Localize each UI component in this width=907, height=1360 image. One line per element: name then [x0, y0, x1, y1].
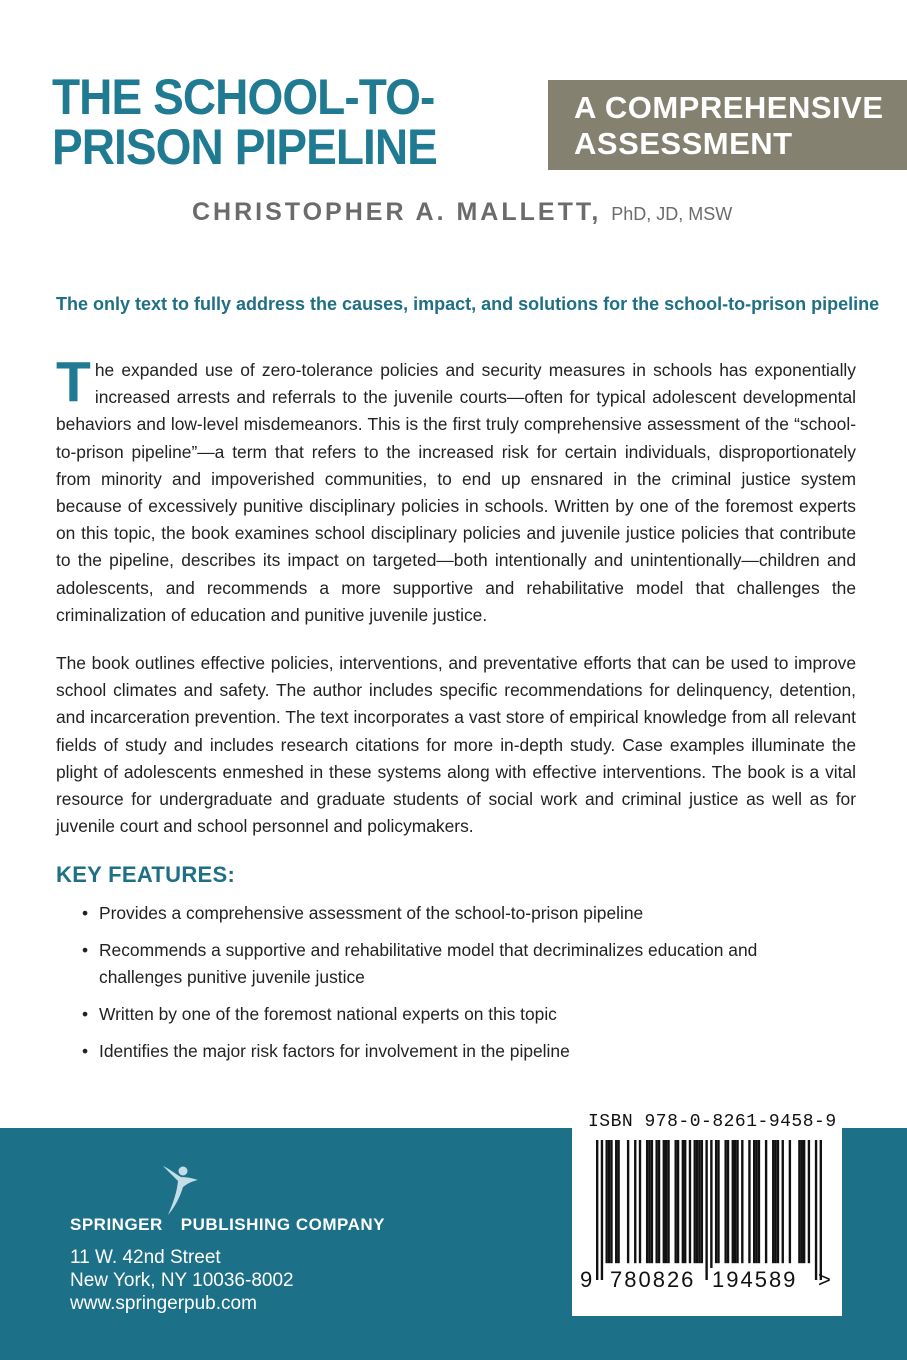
book-title-line-2: PRISON PIPELINE — [52, 119, 437, 175]
barcode-bar — [789, 1140, 791, 1263]
list-item: • Provides a comprehensive assessment of the school-to-prison pipeline — [82, 900, 842, 927]
barcode-digit-first: 9 — [580, 1267, 593, 1292]
barcode-bar — [694, 1140, 696, 1263]
barcode-bar — [748, 1140, 750, 1263]
barcode-arrow: > — [818, 1267, 831, 1292]
barcode-bar — [741, 1140, 743, 1263]
barcode-bar — [808, 1140, 810, 1263]
book-title-line-1: THE SCHOOL-TO- — [52, 69, 435, 125]
author-credentials: PhD, JD, MSW — [611, 204, 733, 224]
author-line — [192, 198, 732, 227]
key-features-list — [82, 900, 842, 1075]
barcode-bar — [667, 1140, 669, 1263]
barcode-bar — [765, 1140, 767, 1263]
barcode-digits — [572, 1258, 842, 1298]
barcode-bar — [732, 1140, 734, 1263]
barcode-bar — [753, 1140, 755, 1263]
barcode-bar — [665, 1140, 667, 1263]
barcode-bar — [801, 1140, 803, 1263]
barcode-bar — [610, 1140, 612, 1263]
barcode-bar — [677, 1140, 679, 1263]
barcode-bar — [758, 1140, 760, 1263]
publisher-name-left: SPRINGER — [70, 1215, 163, 1234]
publisher-website: www.springerpub.com — [70, 1293, 257, 1314]
barcode-bar — [727, 1140, 729, 1263]
tagline: The only text to fully address the causes, impact, and solutions for the school-to-prison pipeline — [56, 294, 880, 314]
description-paragraph-1-text: he expanded use of zero-tolerance policies and security measures in schools has exponentially increased arrests and referrals to the juvenile courts—often for typical adolescent developmental behaviors and low-level misdemeanors. This is the first truly comprehensive assessment of the “school-to-prison pipeline”—a term that refers to the increased risk for certain individuals, disproportionately from minority and impoverished communities, to end up ensnared in the criminal justice system because of excessively punitive disciplinary policies in schools. Written by one of the foremost experts on this topic, the book examines school disciplinary policies and juvenile justice policies that contribute to the pipeline, describes its impact on targeted—both intentionally and unintentionally—children and adolescents, and recommends a more supportive and rehabilitative model that challenges the criminalization of education and punitive juvenile justice. — [56, 360, 856, 625]
barcode-bar — [663, 1140, 665, 1263]
barcode-bar — [658, 1140, 660, 1263]
barcode-bar — [734, 1140, 736, 1263]
barcode-bar — [803, 1140, 805, 1263]
barcode-bar — [696, 1140, 698, 1263]
address-street: 11 W. 42nd Street — [70, 1247, 221, 1268]
subtitle-box — [548, 80, 907, 170]
barcode-bar — [682, 1140, 684, 1263]
barcode-bar — [615, 1140, 617, 1263]
barcode-bar — [689, 1140, 691, 1263]
barcode-bar — [627, 1140, 629, 1263]
barcode-bar — [774, 1140, 776, 1263]
key-features-heading: KEY FEATURES: — [56, 862, 236, 887]
barcode-bar — [772, 1140, 774, 1263]
publisher-address — [70, 1246, 294, 1315]
publisher-name — [70, 1215, 385, 1235]
barcode-bar — [608, 1140, 610, 1263]
springer-figure-icon — [160, 1165, 200, 1221]
list-item: • Identifies the major risk factors for involvement in the pipeline — [82, 1038, 842, 1065]
barcode-bar — [755, 1140, 757, 1263]
barcode-digits-left: 780826 — [610, 1267, 696, 1292]
barcode-bar — [717, 1140, 719, 1263]
list-item: • Written by one of the foremost national experts on this topic — [82, 1001, 842, 1028]
barcode-bar — [698, 1140, 700, 1263]
description-paragraph-1 — [56, 350, 856, 629]
barcode-bar — [634, 1140, 636, 1263]
author-name: CHRISTOPHER A. MALLETT, — [192, 198, 602, 226]
barcode-digits-right: 194589 — [712, 1267, 798, 1292]
barcode-bar — [684, 1140, 686, 1263]
barcode-bar — [606, 1140, 608, 1263]
list-item: • Recommends a supportive and rehabilitative model that decriminalizes education and challenges punitive juvenile justice — [82, 937, 842, 991]
barcode-bar — [646, 1140, 648, 1263]
barcode-bar — [798, 1140, 800, 1263]
book-title — [52, 69, 437, 175]
barcode-bar — [782, 1140, 784, 1263]
subtitle-line-1: A COMPREHENSIVE — [574, 90, 884, 125]
barcode-bar — [736, 1140, 738, 1263]
barcode-bar — [651, 1140, 653, 1263]
barcode-box — [572, 1108, 842, 1316]
barcode-bar — [655, 1140, 657, 1263]
barcode-bar — [715, 1140, 717, 1263]
barcode-bar — [777, 1140, 779, 1263]
barcode-bar — [617, 1140, 619, 1263]
barcode-bar — [701, 1140, 703, 1263]
drop-cap: T — [56, 350, 91, 414]
subtitle-line-2: ASSESSMENT — [574, 126, 793, 161]
isbn-label: ISBN 978-0-8261-9458-9 — [588, 1112, 837, 1132]
description-paragraph-2: The book outlines effective policies, interventions, and preventative efforts that can be used to improve school climates and safety. The author includes specific recommendations for delinquency, detention, and incarceration prevention. The text incorporates a vast store of empirical knowledge from all relevant fields of study and includes research citations for more in-depth study. Case examples illuminate the plight of adolescents enmeshed in these systems along with effective interventions. The book is a vital resource for undergraduate and graduate students of social work and criminal justice as well as for juvenile court and school personnel and policymakers. — [56, 653, 856, 837]
barcode-bar — [648, 1140, 650, 1263]
address-city: New York, NY 10036-8002 — [70, 1270, 294, 1291]
barcode-bar — [639, 1140, 641, 1263]
barcode-bar — [724, 1140, 726, 1263]
barcode-bar — [675, 1140, 677, 1263]
publisher-name-right: PUBLISHING COMPANY — [180, 1215, 385, 1234]
